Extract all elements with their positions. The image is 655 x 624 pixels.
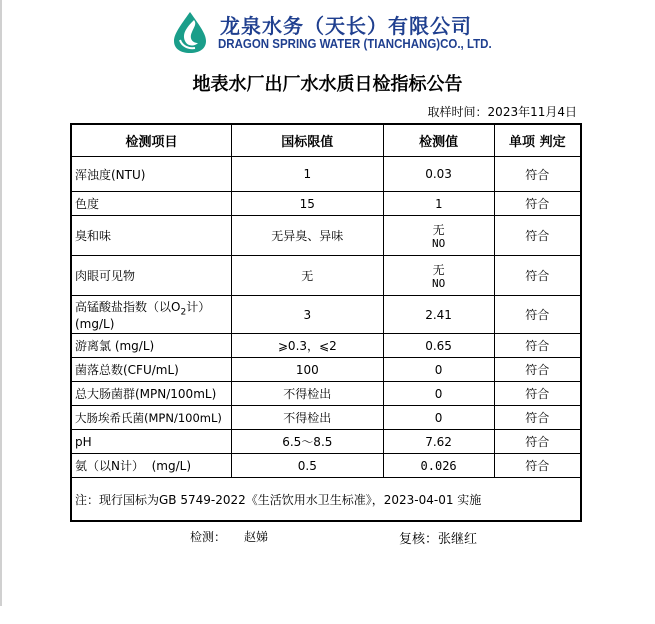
table-note: 注：现行国标为GB 5749-2022《生活饮用水卫生标准》，2023-04-01 实施 xyxy=(71,478,581,522)
row-item: 菌落总数(CFU/mL) xyxy=(71,358,232,382)
header-item: 检测项目 xyxy=(71,124,232,157)
row-verdict: 符合 xyxy=(494,296,581,334)
row-limit: 不得检出 xyxy=(232,406,383,430)
row-item: 氨（以N计） (mg/L) xyxy=(71,454,232,478)
row-item: 色度 xyxy=(71,192,232,216)
table-row xyxy=(71,430,581,454)
table-row xyxy=(71,334,581,358)
row-item: 浑浊度(NTU) xyxy=(71,157,232,192)
table-note-row xyxy=(71,478,581,522)
row-value: 2.41 xyxy=(383,296,494,334)
row-verdict: 符合 xyxy=(494,192,581,216)
row-verdict: 符合 xyxy=(494,256,581,296)
row-value-main: 无 xyxy=(432,222,445,237)
report-title: 地表水厂出厂水水质日检指标公告 xyxy=(192,74,463,95)
water-quality-table xyxy=(70,123,582,522)
row-verdict: 符合 xyxy=(494,358,581,382)
table-row xyxy=(71,157,581,192)
row-value: 0 xyxy=(383,382,494,406)
row-limit: 6.5～8.5 xyxy=(232,430,383,454)
row-value-sub: NO xyxy=(431,236,446,250)
row-verdict: 符合 xyxy=(494,216,581,256)
row-verdict: 符合 xyxy=(494,430,581,454)
row-verdict: 符合 xyxy=(494,334,581,358)
row-item-suffix: 计） xyxy=(186,299,211,314)
company-header xyxy=(168,8,498,56)
row-limit: 15 xyxy=(232,192,383,216)
header-verdict: 单项 判定 xyxy=(494,124,581,157)
table-row xyxy=(71,216,581,256)
row-verdict: 符合 xyxy=(494,382,581,406)
inspector-label: 检测： xyxy=(190,530,227,544)
company-name-en: DRAGON SPRING WATER (TIANCHANG)CO., LTD. xyxy=(218,37,492,51)
row-item: 游离氯 (mg/L) xyxy=(71,334,232,358)
dragon-drop-logo-icon xyxy=(168,10,212,54)
table-row xyxy=(71,192,581,216)
reviewer: 复核：张继红 xyxy=(399,532,478,547)
row-item xyxy=(71,296,232,334)
sample-time: 取样时间：2023年11月4日 xyxy=(427,105,577,119)
table-row xyxy=(71,256,581,296)
table-row xyxy=(71,454,581,478)
row-value: 1 xyxy=(383,192,494,216)
row-limit: ⩾0.3，⩽2 xyxy=(232,334,383,358)
table-row xyxy=(71,358,581,382)
header-value: 检测值 xyxy=(383,124,494,157)
row-limit: 0.5 xyxy=(232,454,383,478)
row-item: pH xyxy=(71,430,232,454)
row-verdict: 符合 xyxy=(494,406,581,430)
row-item-prefix: 高锰酸盐指数（以O xyxy=(75,299,181,314)
row-value: 0 xyxy=(383,406,494,430)
row-verdict: 符合 xyxy=(494,454,581,478)
row-item: 臭和味 xyxy=(71,216,232,256)
row-value: 7.62 xyxy=(383,430,494,454)
row-value: 0 xyxy=(383,358,494,382)
row-value xyxy=(383,256,494,296)
row-item: 总大肠菌群(MPN/100mL) xyxy=(71,382,232,406)
row-limit: 1 xyxy=(232,157,383,192)
row-value: 0.03 xyxy=(383,157,494,192)
row-item: 大肠埃希氏菌(MPN/100mL) xyxy=(71,406,232,430)
row-limit: 3 xyxy=(232,296,383,334)
row-limit: 不得检出 xyxy=(232,382,383,406)
row-limit: 无异臭、异味 xyxy=(232,216,383,256)
row-item-unit: (mg/L) xyxy=(75,317,115,332)
table-row xyxy=(71,382,581,406)
row-item: 肉眼可见物 xyxy=(71,256,232,296)
row-value-main: 无 xyxy=(432,262,445,277)
table-header-row xyxy=(71,124,581,157)
row-value-sub: NO xyxy=(431,276,446,290)
row-limit: 无 xyxy=(232,256,383,296)
table-row xyxy=(71,406,581,430)
row-limit: 100 xyxy=(232,358,383,382)
row-value: 0.026 xyxy=(383,454,494,478)
row-item-subscript: 2 xyxy=(180,307,187,318)
inspector-name: 赵娣 xyxy=(244,530,269,544)
header-limit: 国标限值 xyxy=(232,124,383,157)
row-verdict: 符合 xyxy=(494,157,581,192)
company-name-cn: 龙泉水务（天长）有限公司 xyxy=(220,14,472,38)
table-row xyxy=(71,296,581,334)
row-value xyxy=(383,216,494,256)
row-value: 0.65 xyxy=(383,334,494,358)
